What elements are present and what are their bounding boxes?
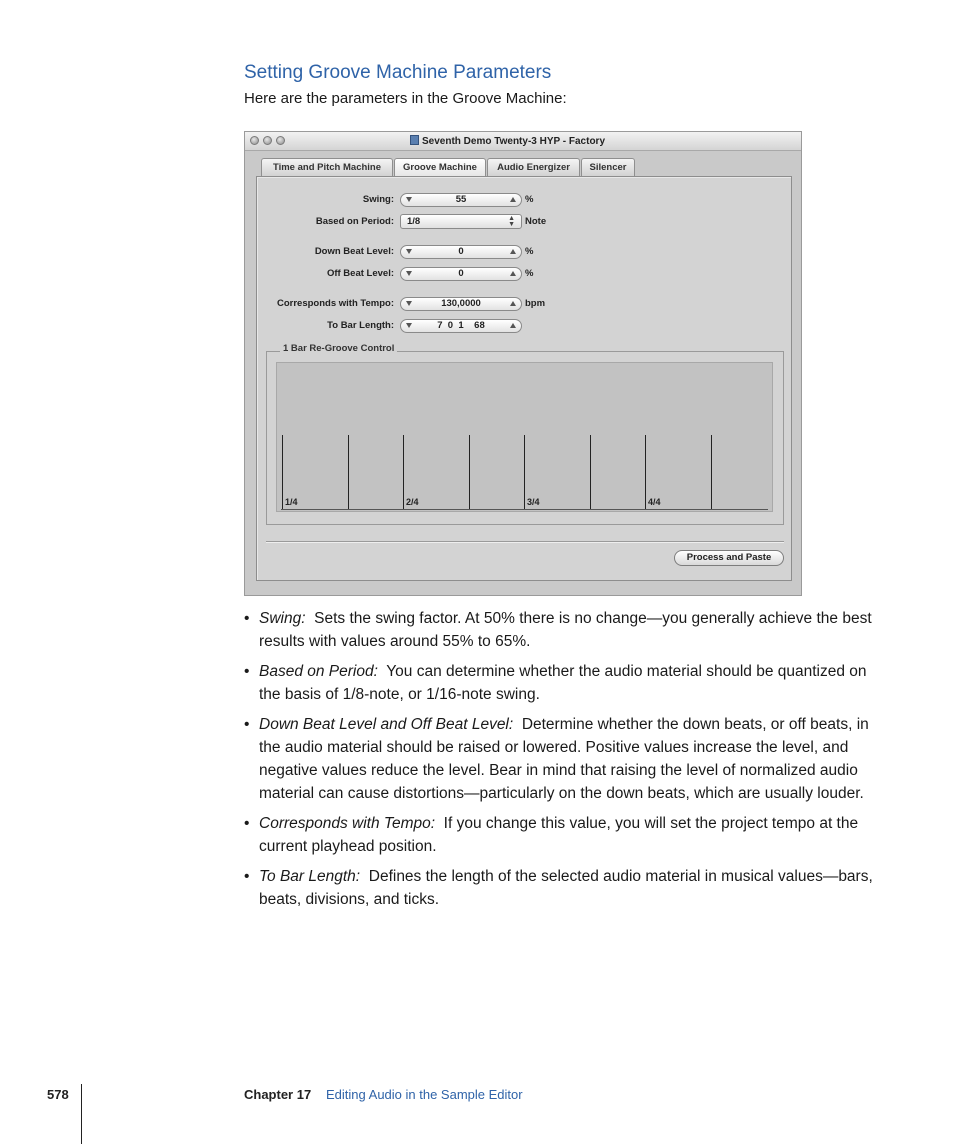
off-beat-level-value: 0 — [458, 268, 464, 279]
down-beat-level-value: 0 — [458, 246, 464, 257]
beat-label: 1/4 — [285, 497, 298, 507]
section-heading: Setting Groove Machine Parameters — [244, 62, 552, 83]
groove-machine-window — [244, 131, 802, 596]
intro-text: Here are the parameters in the Groove Machine: — [244, 90, 567, 107]
popup-arrows-icon: ▲ ▼ — [508, 215, 515, 228]
increment-icon[interactable] — [510, 271, 516, 276]
based-on-period-unit: Note — [525, 216, 547, 227]
page-number: 578 — [47, 1087, 69, 1102]
bullet-term: Based on Period: — [259, 663, 378, 680]
tempo-value: 130,0000 — [441, 298, 481, 309]
bullet-icon: • — [244, 716, 250, 733]
tab-audio-energizer[interactable]: Audio Energizer — [487, 158, 580, 176]
off-beat-level-unit: % — [525, 268, 534, 279]
zoom-window-icon[interactable] — [276, 136, 285, 145]
increment-icon[interactable] — [510, 323, 516, 328]
bullet-text: If you change this value, you will set the project tempo at the current playhead position. — [259, 815, 859, 855]
chapter-title-link[interactable]: Editing Audio in the Sample Editor — [326, 1087, 523, 1102]
bullet-icon: • — [244, 663, 250, 680]
parameter-list — [244, 607, 884, 918]
bullet-text: Sets the swing factor. At 50% there is no change—you generally achieve the best results with values around 55% to 65%. — [259, 610, 872, 650]
offbeat-line[interactable] — [469, 435, 470, 510]
bullet-term: Down Beat Level and Off Beat Level: — [259, 716, 514, 733]
bullet-term: Swing: — [259, 610, 306, 627]
list-item — [244, 660, 884, 706]
beat-label: 3/4 — [527, 497, 540, 507]
bar-length-value: 7 0 1 68 — [437, 320, 485, 331]
bullet-icon: • — [244, 610, 250, 627]
close-window-icon[interactable] — [250, 136, 259, 145]
based-on-period-label: Based on Period: — [315, 216, 394, 227]
swing-stepper[interactable] — [400, 193, 522, 207]
based-on-period-select[interactable] — [400, 214, 522, 229]
to-bar-length-label: To Bar Length: — [327, 320, 394, 331]
corresponds-with-tempo-label: Corresponds with Tempo: — [277, 298, 394, 309]
groove-machine-panel — [256, 176, 792, 581]
bullet-text: Determine whether the down beats, or off beats, in the audio material should be raised or lowered. Positive values increase the level, and negative values reduce the level. Bear in mind that raising the level of normalized audio material can cause distortions—particularly on the down beats, which are usually louder. — [259, 716, 869, 802]
swing-value: 55 — [455, 194, 467, 205]
list-item — [244, 865, 884, 911]
down-beat-level-label: Down Beat Level: — [314, 246, 394, 257]
swing-unit: % — [525, 194, 534, 205]
increment-icon[interactable] — [510, 249, 516, 254]
swing-label: Swing: — [362, 194, 394, 205]
footer-rule — [81, 1084, 82, 1144]
bullet-text: You can determine whether the audio material should be quantized on the basis of 1/8-note, or 1/16-note swing. — [259, 663, 867, 703]
window-title-text: Seventh Demo Twenty-3 HYP - Factory — [422, 136, 606, 147]
groove-baseline — [281, 509, 768, 510]
tab-silencer[interactable]: Silencer — [581, 158, 635, 176]
down-beat-level-stepper[interactable] — [400, 245, 522, 259]
bullet-term: To Bar Length: — [259, 868, 361, 885]
chapter-label: Chapter 17 — [244, 1087, 312, 1102]
increment-icon[interactable] — [510, 197, 516, 202]
tempo-stepper[interactable] — [400, 297, 522, 311]
bullet-text: Defines the length of the selected audio material in musical values—bars, beats, divisions, and ticks. — [259, 868, 873, 908]
offbeat-line[interactable] — [711, 435, 712, 510]
tempo-unit: bpm — [525, 298, 546, 309]
list-item — [244, 812, 884, 858]
window-titlebar — [245, 132, 801, 151]
process-and-paste-button[interactable]: Process and Paste — [674, 550, 784, 566]
beat-line[interactable] — [524, 435, 525, 510]
bullet-icon: • — [244, 868, 250, 885]
list-item — [244, 713, 884, 805]
separator — [266, 541, 784, 542]
offbeat-line[interactable] — [590, 435, 591, 510]
offbeat-line[interactable] — [348, 435, 349, 510]
beat-line[interactable] — [645, 435, 646, 510]
re-groove-control[interactable] — [276, 362, 773, 512]
off-beat-level-label: Off Beat Level: — [326, 268, 394, 279]
bar-length-stepper[interactable] — [400, 319, 522, 333]
window-title — [410, 135, 605, 147]
down-beat-level-unit: % — [525, 246, 534, 257]
beat-label: 2/4 — [406, 497, 419, 507]
re-groove-group-title: 1 Bar Re-Groove Control — [280, 343, 397, 354]
beat-line[interactable] — [403, 435, 404, 510]
bullet-term: Corresponds with Tempo: — [259, 815, 436, 832]
document-icon — [410, 135, 419, 145]
off-beat-level-stepper[interactable] — [400, 267, 522, 281]
minimize-window-icon[interactable] — [263, 136, 272, 145]
tab-time-and-pitch-machine[interactable]: Time and Pitch Machine — [261, 158, 393, 176]
tab-groove-machine[interactable]: Groove Machine — [394, 158, 486, 176]
increment-icon[interactable] — [510, 301, 516, 306]
beat-line[interactable] — [282, 435, 283, 510]
beat-label: 4/4 — [648, 497, 661, 507]
based-on-period-value: 1/8 — [407, 216, 421, 227]
list-item — [244, 607, 884, 653]
bullet-icon: • — [244, 815, 250, 832]
